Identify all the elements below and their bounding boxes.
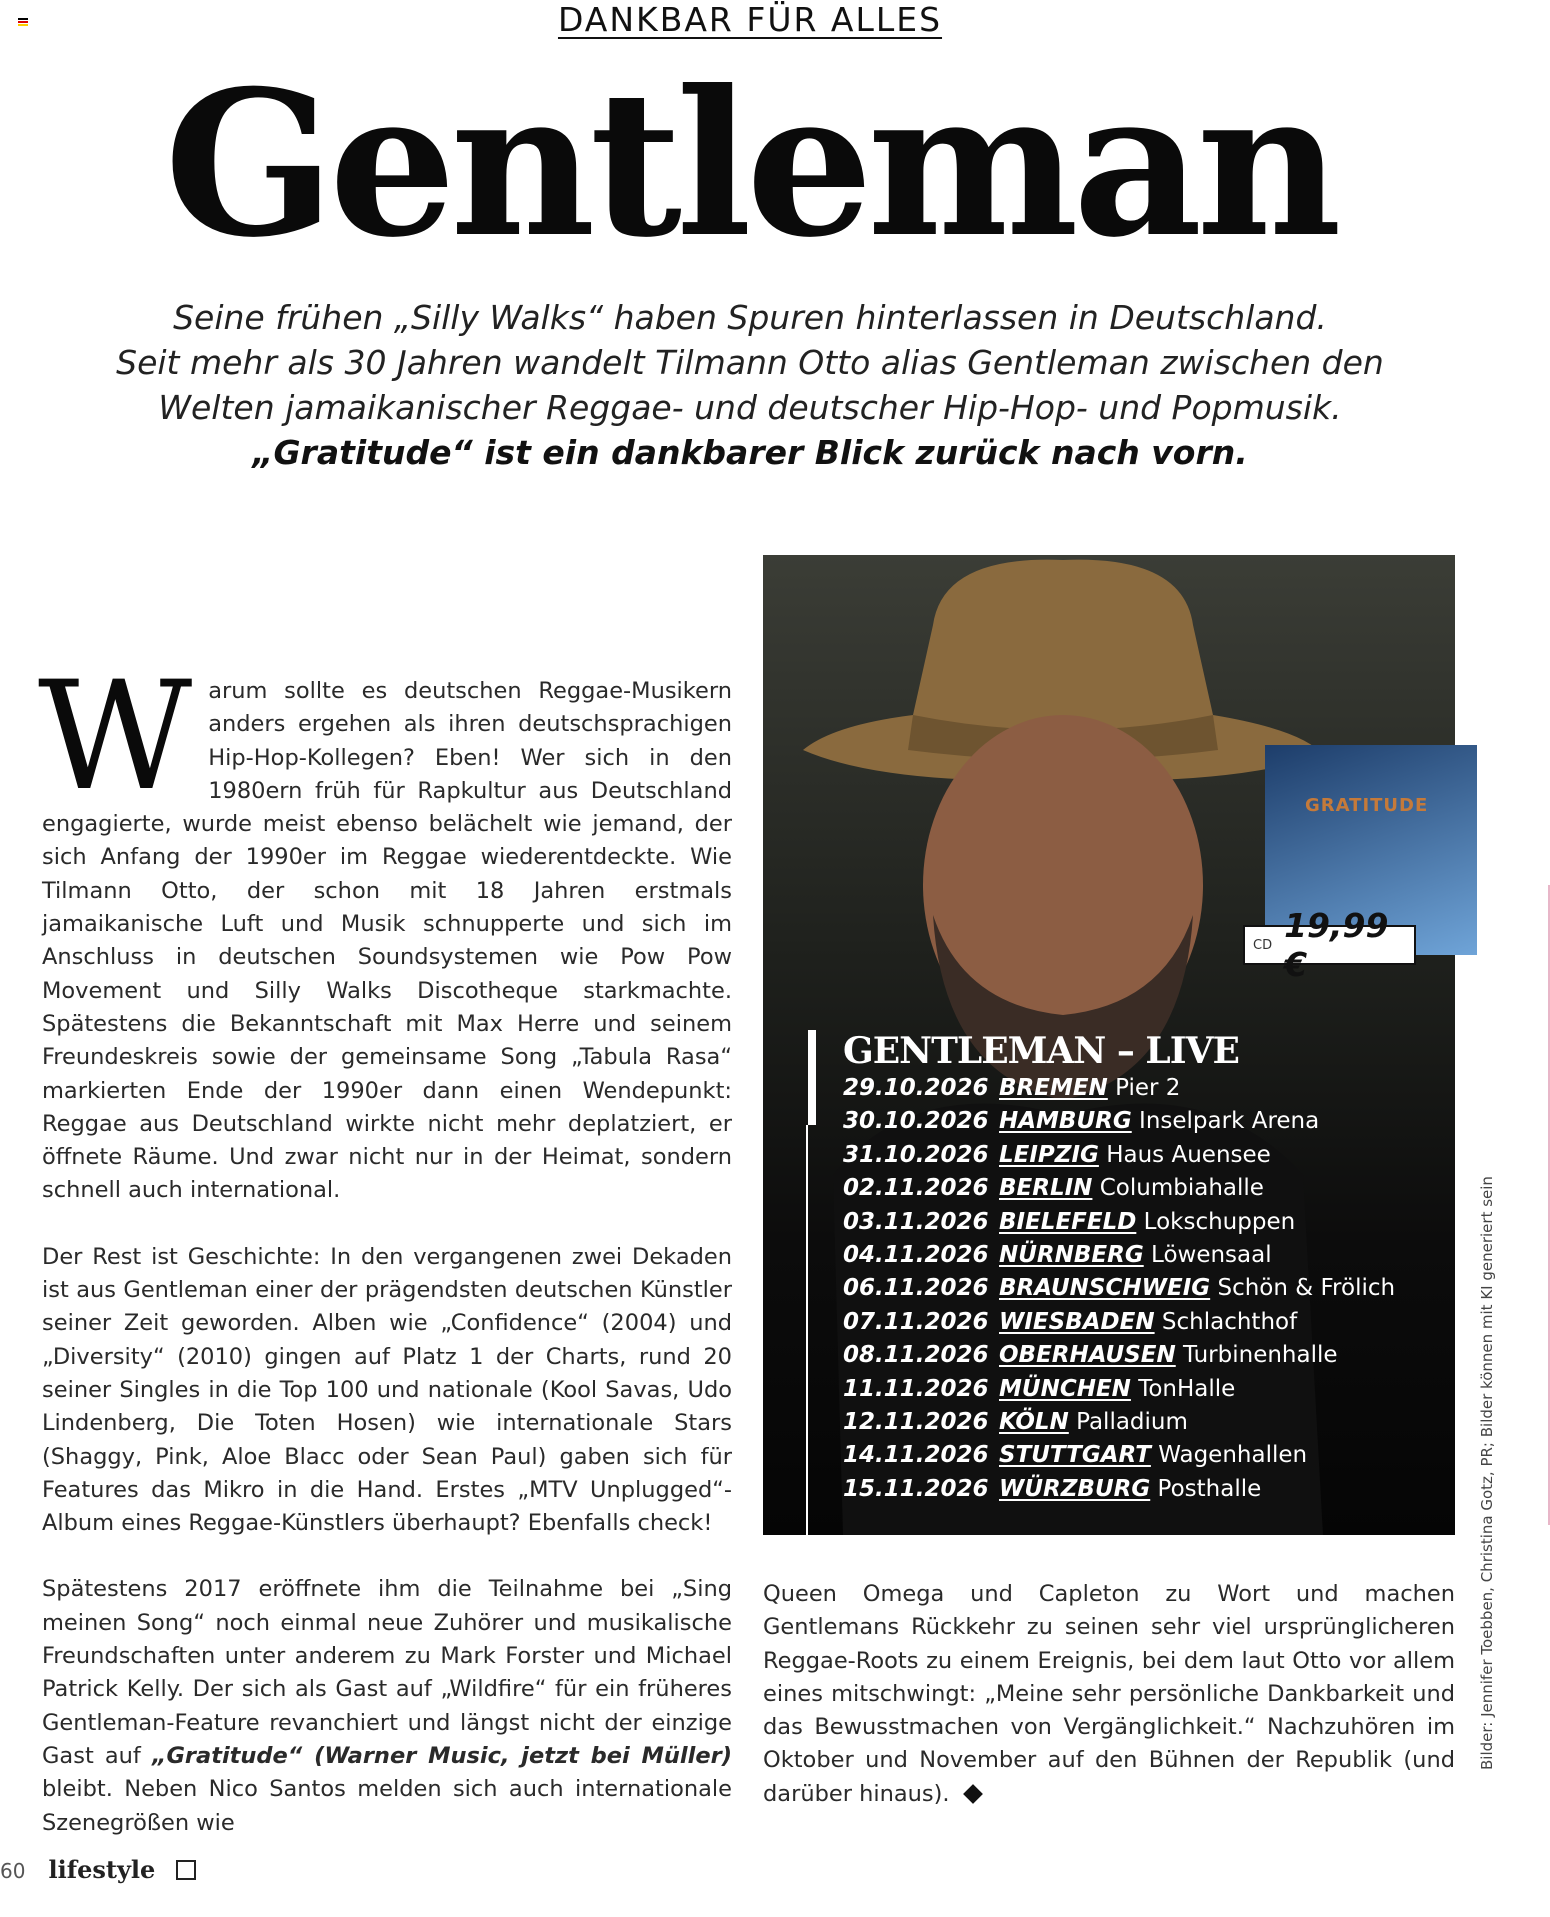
paragraph-1: W arum sollte es deutschen Reggae-Musikern anders ergehen als ihren deutschsprachigen Hip-Hop-Kollegen? Eben! Wer sich in den 1980ern früh für Rapkultur aus Deutschland engagierte, wurde meist ebenso belächelt wie jemand, der sich Anfang der 1990er im Reggae wiederentdeckte. Wie Tilmann Otto, der schon mit 18 Jahren erstmals jamaikanische Luft und Musik schnupperte und sich im Anschluss in deutschen Soundsystemen wie Pow Pow Movement und Silly Walks Discotheque starkmachte. Spätestens die Bekanntschaft mit Max Herre und seinem Freundeskreis sowie der gemeinsame Song „Tabula Rasa“ markierten Ende der 1990er dann einen Wendepunkt: Reggae aus Deutschland wirkte nicht mehr deplatziert, er öffnete Räume. Und zwar nicht nur in der Heimat, sondern schnell auch international. bbox=[38, 650, 732, 1204]
tour-city: BRAUNSCHWEIG bbox=[999, 1275, 1211, 1302]
tour-date-row bbox=[843, 1242, 1443, 1275]
tour-venue: Posthalle bbox=[1150, 1475, 1262, 1502]
tour-date-row bbox=[843, 1309, 1443, 1342]
tour-city: HAMBURG bbox=[999, 1108, 1132, 1135]
page-number: 60 bbox=[0, 1859, 26, 1883]
tour-venue: Turbinenhalle bbox=[1175, 1342, 1338, 1369]
square-outline-icon bbox=[176, 1860, 196, 1880]
tour-city: MÜNCHEN bbox=[999, 1375, 1131, 1402]
tour-venue: Columbiahalle bbox=[1092, 1175, 1264, 1202]
tour-date: 07.11.2026 bbox=[843, 1308, 989, 1335]
tour-city: STUTTGART bbox=[999, 1442, 1151, 1469]
tour-city: WÜRZBURG bbox=[999, 1475, 1151, 1502]
tour-date-row bbox=[843, 1376, 1443, 1409]
tour-venue: Schlachthof bbox=[1154, 1308, 1298, 1335]
tour-date-row bbox=[843, 1442, 1443, 1475]
tour-date: 11.11.2026 bbox=[843, 1375, 989, 1402]
tour-venue: TonHalle bbox=[1130, 1375, 1236, 1402]
tour-date: 04.11.2026 bbox=[843, 1241, 989, 1268]
tour-date: 06.11.2026 bbox=[843, 1275, 989, 1302]
end-mark-icon bbox=[963, 1784, 983, 1804]
tour-date: 30.10.2026 bbox=[843, 1108, 989, 1135]
tour-venue: Palladium bbox=[1068, 1408, 1188, 1435]
tour-venue: Pier 2 bbox=[1107, 1075, 1181, 1101]
tour-venue: Wagenhallen bbox=[1150, 1442, 1308, 1469]
tour-date: 03.11.2026 bbox=[843, 1208, 989, 1235]
tour-city: NÜRNBERG bbox=[999, 1241, 1144, 1268]
tour-title: GENTLEMAN – LIVE bbox=[843, 1030, 1239, 1072]
tour-venue: Löwensaal bbox=[1143, 1241, 1272, 1268]
tour-city: BERLIN bbox=[999, 1175, 1093, 1202]
tour-date-row bbox=[843, 1342, 1443, 1375]
page-footer bbox=[0, 1855, 196, 1884]
article-lead: Seine frühen „Silly Walks“ haben Spuren hinterlassen in Deutschland. Seit mehr als 30 Jahren wandelt Tilmann Otto alias Gentleman zwischen den Welten jamaikanischer Reggae- und deutscher Hip-Hop- und Popmusik. „Gratitude“ ist ein dankbarer Blick zurück nach vorn. bbox=[116, 298, 1384, 472]
tour-date: 12.11.2026 bbox=[843, 1408, 989, 1435]
tour-date-row bbox=[843, 1142, 1443, 1175]
album-reference: „Gratitude“ (Warner Music, jetzt bei Müller) bbox=[151, 1742, 732, 1769]
tour-venue: Lokschuppen bbox=[1136, 1208, 1296, 1235]
tour-date-row bbox=[843, 1108, 1443, 1141]
tour-city: OBERHAUSEN bbox=[999, 1342, 1176, 1369]
tour-date: 15.11.2026 bbox=[843, 1475, 989, 1502]
tour-date-row bbox=[843, 1275, 1443, 1308]
drop-cap: W bbox=[38, 650, 193, 824]
album-cover: GRATITUDE bbox=[1265, 745, 1477, 955]
photo-credit: Bilder: Jennifer Toebben, Christina Gotz, PR; Bilder können mit KI generiert sein bbox=[1478, 1176, 1496, 1770]
tour-accent-bar bbox=[808, 1030, 816, 1125]
article-body-left bbox=[38, 650, 732, 1873]
tour-date-row bbox=[843, 1209, 1443, 1242]
tour-city: WIESBADEN bbox=[999, 1308, 1155, 1335]
paragraph-4: Queen Omega und Capleton zu Wort und machen Gentlemans Rückkehr zu seinen sehr viel ursprünglicheren Reggae-Roots zu einem Ereignis, bei dem laut Otto vor allem eines mitschwingt: „Meine sehr persönliche Dankbarkeit und das Bewusstmachen von Vergänglichkeit.“ Nachzuhören im Oktober und November auf den Bühnen der Republik (und darüber hinaus). bbox=[763, 1581, 1455, 1807]
price-tag: CD 19,99 € bbox=[1243, 925, 1416, 965]
tour-date: 14.11.2026 bbox=[843, 1442, 989, 1469]
tour-city: BREMEN bbox=[999, 1075, 1108, 1101]
tour-venue: Inselpark Arena bbox=[1131, 1108, 1320, 1135]
tour-date-row bbox=[843, 1476, 1443, 1509]
tour-date: 02.11.2026 bbox=[843, 1175, 989, 1202]
paragraph-2: Der Rest ist Geschichte: In den vergangenen zwei Dekaden ist aus Gentleman einer der prägendsten deutschen Künstler seiner Zeit geworden. Alben wie „Confidence“ (2004) und „Diversity“ (2010) gingen auf Platz 1 der Charts, rund 20 seiner Singles in die Top 100 und nationale (Kool Savas, Udo Lindenberg, Die Toten Hosen) wie internationale Stars (Shaggy, Pink, Aloe Blacc oder Sean Paul) gaben sich für Features das Mikro in die Hand. Erstes „MTV Unplugged“-Album eines Reggae-Künstlers überhaupt? Ebenfalls check! bbox=[42, 1243, 732, 1537]
tour-city: BIELEFELD bbox=[999, 1208, 1137, 1235]
tour-date-row bbox=[843, 1409, 1443, 1442]
tour-dates-list bbox=[843, 1075, 1443, 1509]
paragraph-3: Spätestens 2017 eröffnete ihm die Teilnahme bei „Sing meinen Song“ noch einmal neue Zuhörer und musikalische Freundschaften unter anderem zu Mark Forster und Michael Patrick Kelly. Der sich als Gast auf „Wildfire“ für ein früheres Gentleman-Feature revanchiert und längst nicht der einzige Gast auf „Gratitude“ (Warner Music, jetzt bei Müller) bleibt. Neben Nico Santos melden sich auch internationale Szenegrößen wie bbox=[42, 1576, 732, 1836]
section-kicker: DANKBAR FÜR ALLES bbox=[557, 0, 943, 39]
tour-date: 08.11.2026 bbox=[843, 1342, 989, 1369]
tour-city: LEIPZIG bbox=[999, 1141, 1099, 1168]
tour-date: 29.10.2026 bbox=[843, 1075, 989, 1101]
tour-date-row bbox=[843, 1175, 1443, 1208]
tour-city: KÖLN bbox=[999, 1408, 1069, 1435]
article-title: Gentleman bbox=[164, 47, 1336, 282]
tour-venue: Haus Auensee bbox=[1098, 1141, 1271, 1168]
tour-divider bbox=[806, 1125, 808, 1535]
magazine-brand: lifestyle bbox=[48, 1855, 156, 1884]
tour-venue: Schön & Frölich bbox=[1210, 1275, 1396, 1302]
tour-date-row bbox=[843, 1075, 1443, 1108]
article-body-right bbox=[763, 1578, 1455, 1844]
tour-date: 31.10.2026 bbox=[843, 1141, 989, 1168]
